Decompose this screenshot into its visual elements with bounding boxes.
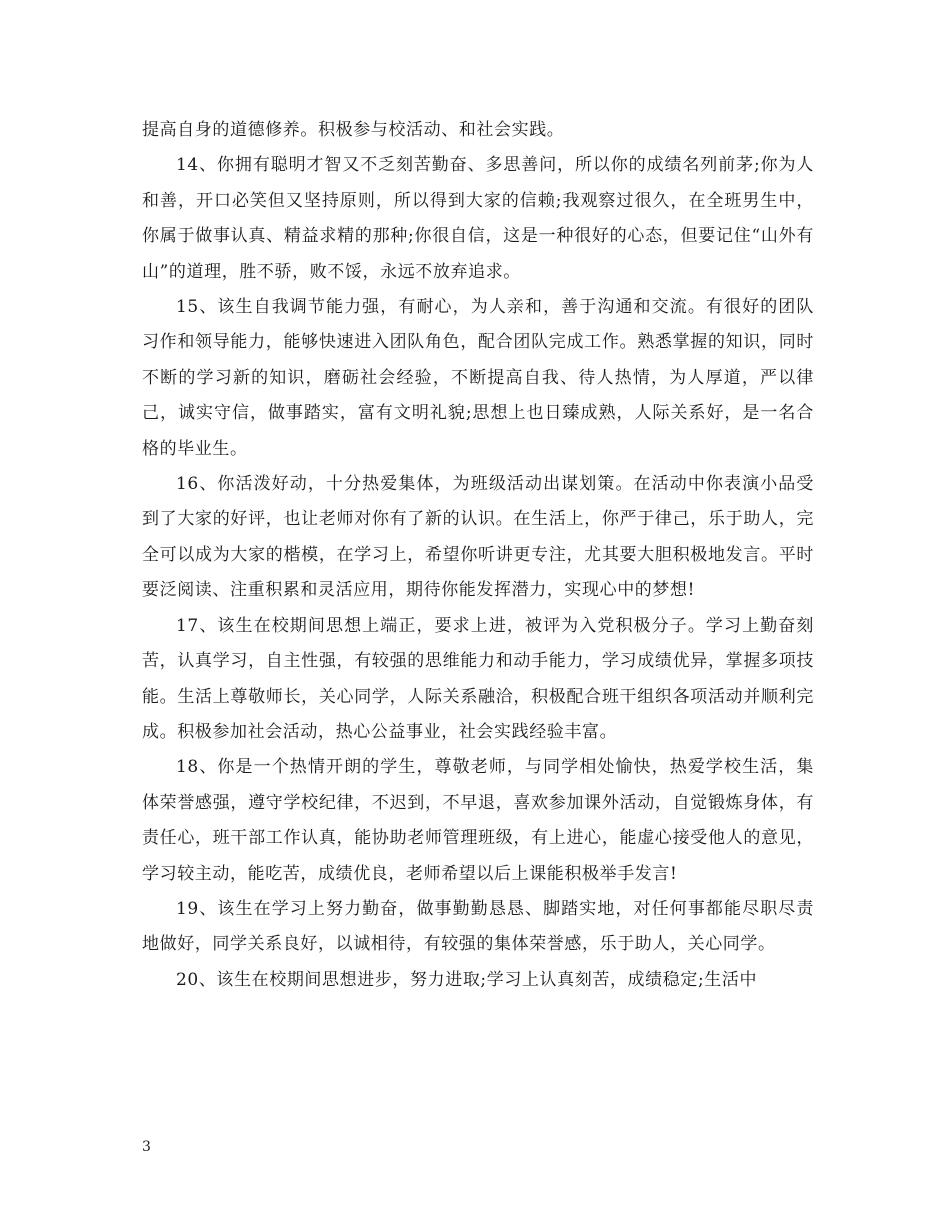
- paragraph-17: 17、该生在校期间思想上端正，要求上进，被评为入党积极分子。学习上勤奋刻苦，认真学习，自主性强，有较强的思维能力和动手能力，学习成绩优异，掌握多项技能。生活上尊敬师长，关心同学，人际关系融洽，积极配合班干组织各项活动并顺利完成。积极参加社会活动，热心公益事业，社会实践经验丰富。: [142, 615, 814, 742]
- paragraph-20: 20、该生在校期间思想进步，努力进取;学习上认真刻苦，成绩稳定;生活中: [176, 969, 758, 990]
- paragraph-19: 19、该生在学习上努力勤奋，做事勤勤恳恳、脚踏实地，对任何事都能尽职尽责地做好，同学关系良好，以诚相待，有较强的集体荣誉感，乐于助人，关心同学。: [142, 898, 814, 955]
- page-number: 3: [142, 1139, 151, 1155]
- paragraph-16: 16、你活泼好动，十分热爱集体，为班级活动出谋划策。在活动中你表演小品受到了大家的好评，也让老师对你有了新的认识。在生活上，你严于律己，乐于助人，完全可以成为大家的楷模，在学习上，希望你听讲更专注，尤其要大胆积极地发言。平时要泛阅读、注重积累和灵活应用，期待你能发挥潜力，实现心中的梦想!: [142, 474, 814, 601]
- document-body: [142, 113, 814, 998]
- paragraph-14: 14、你拥有聪明才智又不乏刻苦勤奋、多思善问，所以你的成绩名列前茅;你为人和善，开口必笑但又坚持原则，所以得到大家的信赖;我观察过很久，在全班男生中，你属于做事认真、精益求精的那种;你很自信，这是一种很好的心态，但要记住“山外有山”的道理，胜不骄，败不馁，永远不放弃追求。: [142, 155, 814, 282]
- paragraph-continuation: 提高自身的道德修养。积极参与校活动、和社会实践。: [142, 120, 565, 140]
- paragraph-18: 18、你是一个热情开朗的学生，尊敬老师，与同学相处愉快，热爱学校生活，集体荣誉感强，遵守学校纪律，不迟到，不早退，喜欢参加课外活动，自觉锻炼身体，有责任心，班干部工作认真，能协助老师管理班级，有上进心，能虚心接受他人的意见，学习较主动，能吃苦，成绩优良，老师希望以后上课能积极举手发言!: [142, 757, 814, 884]
- paragraph-15: 15、该生自我调节能力强，有耐心，为人亲和，善于沟通和交流。有很好的团队习作和领导能力，能够快速进入团队角色，配合团队完成工作。熟悉掌握的知识，同时不断的学习新的知识，磨砺社会经验，不断提高自我、待人热情，为人厚道，严以律己，诚实守信，做事踏实，富有文明礼貌;思想上也日臻成熟，人际关系好，是一名合格的毕业生。: [142, 297, 814, 459]
